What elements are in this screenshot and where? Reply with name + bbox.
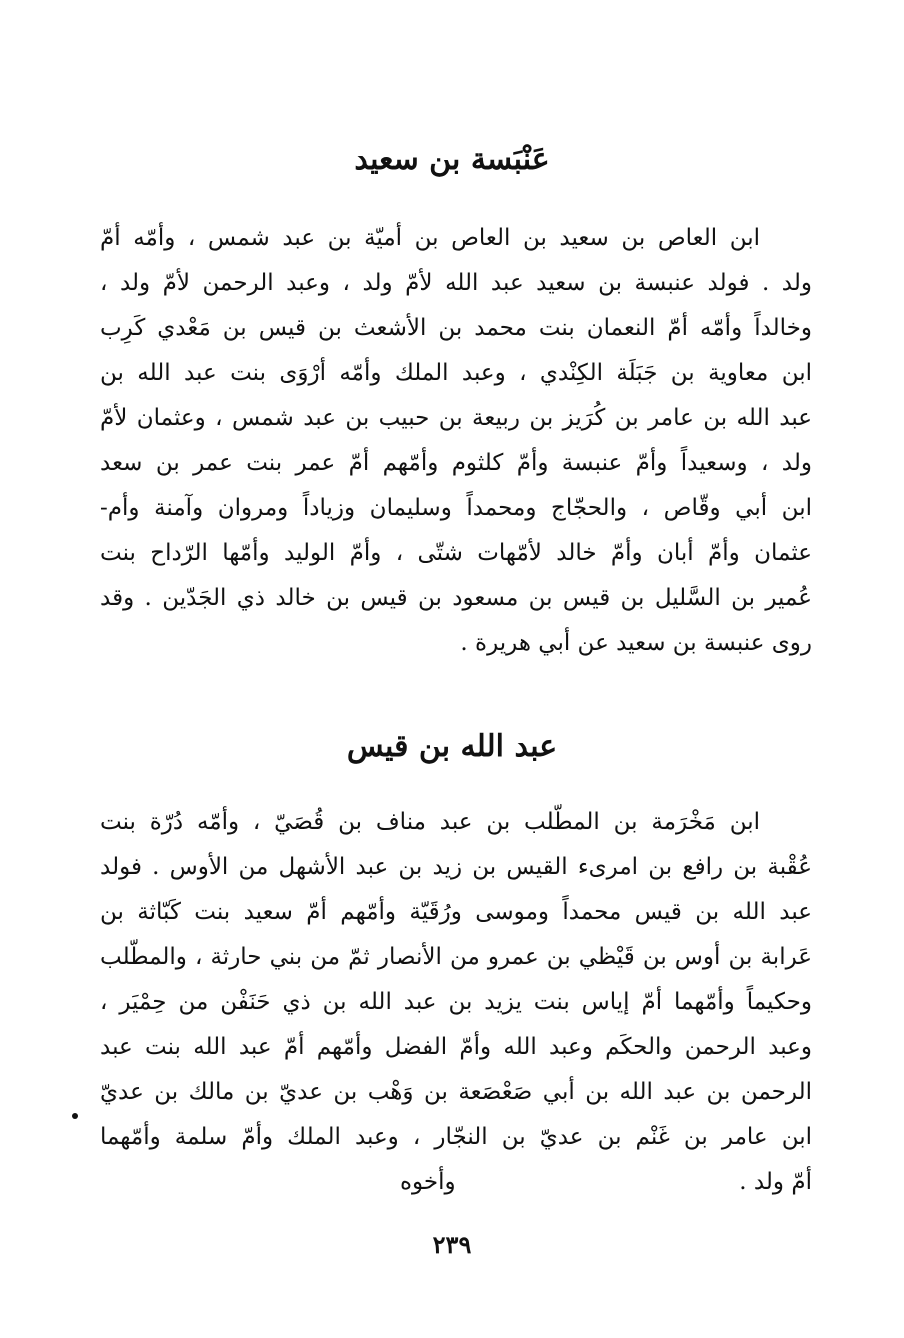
text-line: وعبد الرحمن والحكَم وعبد الله وأمّ الفضل وأمّهم أمّ عبد الله بنت عبد — [100, 1034, 812, 1060]
section-title-anbasa: عَنْبَسة بن سعيد — [354, 142, 550, 177]
text-line: روى عنبسة بن سعيد عن أبي هريرة . — [460, 630, 812, 656]
text-line: وحكيماً وأمّهما أمّ إياس بنت يزيد بن عبد الله بن ذي حَنَفْن من حِمْيَر ، — [100, 989, 812, 1015]
section-title-abdallah: عبد الله بن قيس — [346, 729, 558, 764]
catchword: وأخوه — [400, 1169, 456, 1195]
text-line: عثمان وأمّ أبان وأمّ خالد لأمّهات شتّى ، وأمّ الوليد وأمّها الرّداح بنت — [100, 540, 812, 566]
paragraph-anbasa — [100, 216, 812, 666]
text-line: عبد الله بن قيس محمداً وموسى ورُقَيّة وأمّهم أمّ سعيد بنت كَبّاثة بن — [100, 899, 812, 925]
text-line: عُقْبة بن رافع بن امرىء القيس بن زيد بن عبد الأشهل من الأوس . فولد — [100, 854, 812, 880]
text-line: ابن أبي وقّاص ، والحجّاج ومحمداً وسليمان وزياداً ومروان وآمنة وأم- — [100, 495, 812, 521]
text-line: الرحمن بن عبد الله بن أبي صَعْصَعة بن وَهْب بن عديّ بن مالك بن عديّ — [100, 1079, 812, 1105]
text-line: ابن معاوية بن جَبَلَة الكِنْدي ، وعبد الملك وأمّه أرْوَى بنت عبد الله بن — [100, 360, 812, 386]
text-line: ابن مَخْرَمة بن المطّلب بن عبد مناف بن قُصَيّ ، وأمّه دُرّة بنت — [100, 809, 760, 835]
text-line: عَرابة بن أوس بن قَيْظي بن عمرو من الأنصار ثمّ من بني حارثة ، والمطّلب — [100, 944, 812, 970]
text-line: ولد ، وسعيداً وأمّ عنبسة وأمّ كلثوم وأمّهم أمّ عمر بنت عمر بن سعد — [100, 450, 812, 476]
text-line: عبد الله بن عامر بن كُرَيز بن ربيعة بن حبيب بن عبد شمس ، وعثمان لأمّ — [100, 405, 812, 431]
text-line: ابن عامر بن غَنْم بن عديّ بن النجّار ، وعبد الملك وأمّ سلمة وأمّهما — [100, 1124, 812, 1150]
text-line: وخالداً وأمّه أمّ النعمان بنت محمد بن الأشعث بن قيس بن مَعْدي كَرِب — [100, 315, 812, 341]
text-line: ولد . فولد عنبسة بن سعيد عبد الله لأمّ ولد ، وعبد الرحمن لأمّ ولد ، — [100, 270, 812, 296]
paragraph-abdallah — [100, 800, 812, 1205]
page-number: ٢٣٩ — [432, 1230, 472, 1259]
text-line: عُمير بن السَّليل بن قيس بن مسعود بن قيس بن خالد ذي الجَدّين . وقد — [100, 585, 812, 611]
final-line-start: أمّ ولد . — [739, 1169, 812, 1195]
final-text-line — [100, 1160, 812, 1205]
margin-dot — [72, 1113, 78, 1119]
text-line: ابن العاص بن سعيد بن العاص بن أميّة بن عبد شمس ، وأمّه أمّ — [100, 225, 760, 251]
